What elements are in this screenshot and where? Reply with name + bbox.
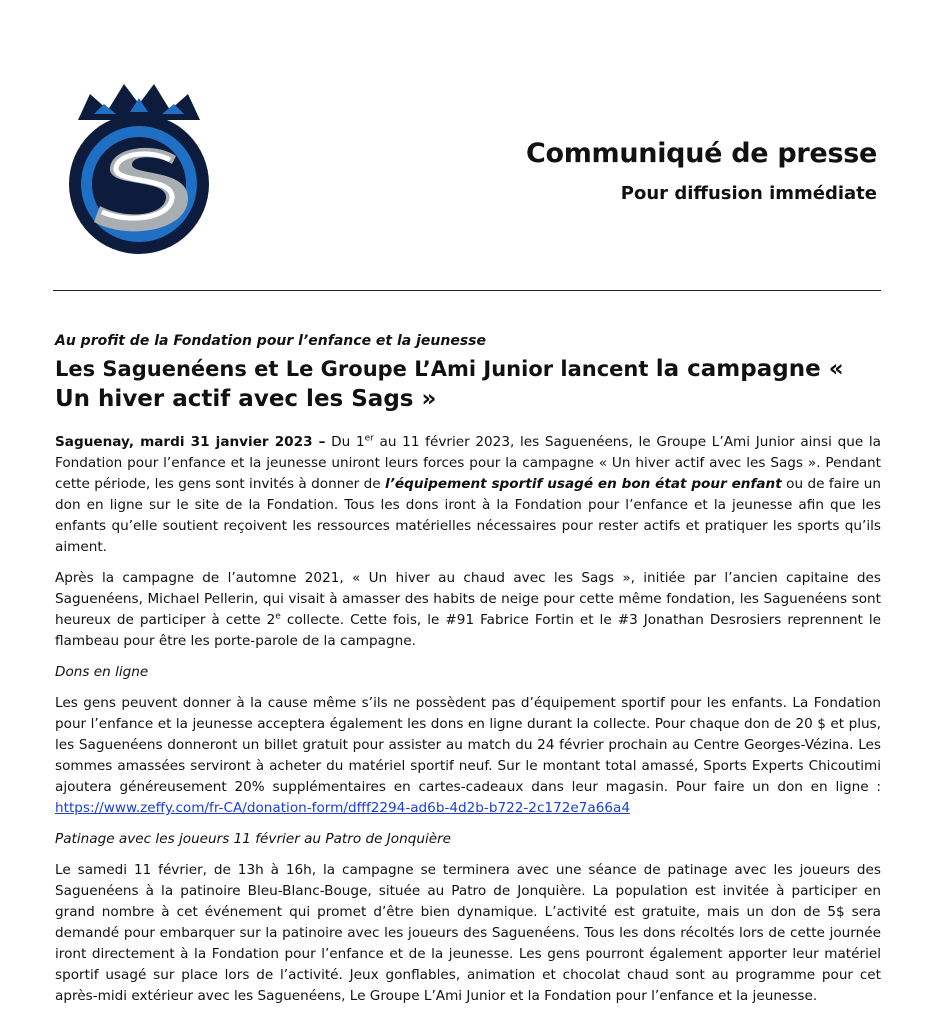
page-title: Communiqué de presse bbox=[525, 138, 877, 169]
page-subtitle: Pour diffusion immédiate bbox=[620, 183, 877, 204]
section-title-skating: Patinage avec les joueurs 11 février au Patro de Jonquière bbox=[55, 831, 452, 847]
headline-part1: Les Saguenéens et Le Groupe L’Ami Junior lancent bbox=[55, 357, 656, 381]
section-title-online-donations: Dons en ligne bbox=[55, 664, 149, 680]
sagueneens-logo-icon bbox=[64, 80, 214, 258]
dateline: Saguenay, mardi 31 janvier 2023 – bbox=[55, 434, 326, 450]
headline-part2: la campagne « Un hiver actif avec les Sags » bbox=[55, 356, 844, 412]
paragraph-online-donations: Les gens peuvent donner à la cause même s’ils ne possèdent pas d’équipement sportif pour les enfants. La Fondation pour l’enfance et la jeunesse acceptera également les dons en ligne durant la collecte. Pour chaque don de 20 $ et plus, les Saguenéens donneront un billet gratuit pour assister au match du 24 février prochain au Centre Georges-Vézina. Les sommes amassées serviront à acheter du matériel sportif neuf. Sur le montant total amassé, Sports Experts Chicoutimi ajoutera généreusement 20% supplémentaires en cartes-cadeaux dans leur magasin. Pour faire un don en ligne : https://www.zeffy.com/fr-CA/donation-form/dfff2294-ad6b-4d2b-b722-2c172e7a66a4 bbox=[55, 695, 881, 816]
donation-link[interactable]: https://www.zeffy.com/fr-CA/donation-form/dfff2294-ad6b-4d2b-b722-2c172e7a66a4 bbox=[55, 800, 630, 816]
paragraph-background: Après la campagne de l’automne 2021, « Un hiver au chaud avec les Sags », initiée par l’ancien capitaine des Saguenéens, Michael Pellerin, qui visait à amasser des habits de neige pour cette même fondation, les Saguenéens sont heureux de participer à cette 2e collecte. Cette fois, le #91 Fabrice Fortin et le #3 Jonathan Desrosiers reprennent le flambeau pour être les porte-parole de la campagne. bbox=[55, 570, 881, 649]
article-headline bbox=[55, 354, 881, 414]
emphasis-equipment: l’équipement sportif usagé en bon état pour enfant bbox=[385, 476, 782, 492]
paragraph-intro: Saguenay, mardi 31 janvier 2023 – Du 1er au 11 février 2023, les Saguenéens, le Groupe L’Ami Junior ainsi que la Fondation pour l’enfance et la jeunesse uniront leurs forces pour la campagne « Un hiver actif avec les Sags ». Pendant cette période, les gens sont invités à donner de l’équipement sportif usagé en bon état pour enfant ou de faire un don en ligne sur le site de la Fondation. Tous les dons iront à la Fondation pour l’enfance et la jeunesse afin que les enfants qu’elle soutient reçoivent les ressources matérielles nécessaires pour rester actifs et pratiquer les sports qu’ils aiment. bbox=[55, 433, 882, 555]
article-kicker: Au profit de la Fondation pour l’enfance et la jeunesse bbox=[55, 333, 486, 349]
paragraph-skating: Le samedi 11 février, de 13h à 16h, la campagne se terminera avec une séance de patinage avec les joueurs des Saguenéens à la patinoire Bleu-Blanc-Bouge, située au Patro de Jonquière. La population est invitée à participer en grand nombre à cet événement qui promet d’être bien dynamique. L’activité est gratuite, mais un don de 5$ sera demandé pour embarquer sur la patinoire avec les joueurs des Saguenéens. Tous les dons récoltés lors de cette journée iront directement à la Fondation pour l’enfance et de la jeunesse. Les gens pourront également apporter leur matériel sportif usagé sur place lors de l’activité. Jeux gonflables, animation et chocolat chaud sont au programme pour cet après-midi extérieur avec les Saguenéens, Le Groupe L’Ami Junior et la Fondation pour l’enfance et la jeunesse. bbox=[55, 862, 881, 1004]
header-divider bbox=[53, 290, 881, 291]
article-body bbox=[55, 330, 881, 1017]
